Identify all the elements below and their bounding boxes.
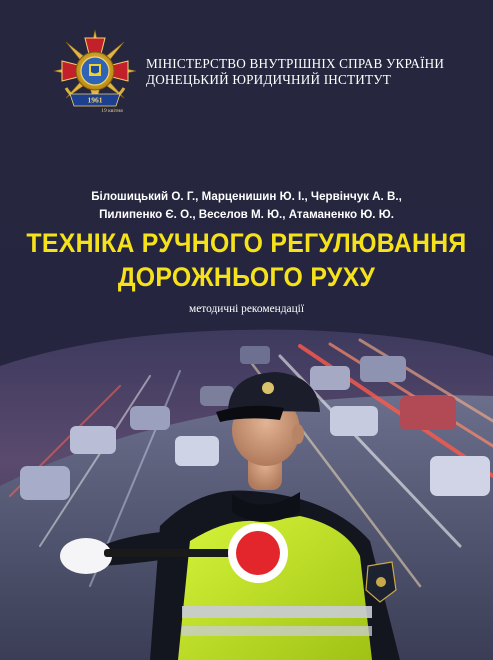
book-title-line-2: ДОРОЖНЬОГО РУХУ xyxy=(117,262,376,292)
emblem-date: 19 квітня xyxy=(101,108,123,114)
authors-block xyxy=(0,188,493,224)
cap-badge xyxy=(262,382,274,394)
ministry-name: МІНІСТЕРСТВО ВНУТРІШНІХ СПРАВ УКРАЇНИ xyxy=(146,56,445,71)
book-title-line-1: ТЕХНІКА РУЧНОГО РЕГУЛЮВАННЯ xyxy=(26,228,467,258)
white-glove xyxy=(60,538,112,574)
emblem-year: 1961 xyxy=(87,95,103,105)
institute-emblem xyxy=(52,28,138,114)
authors-line-2: Пилипенко Є. О., Веселов М. Ю., Атаманенко Ю. Ю. xyxy=(99,208,394,221)
traffic-baton-handle xyxy=(104,549,240,557)
cover-photo xyxy=(0,326,493,660)
publisher-block xyxy=(146,56,466,88)
book-title xyxy=(20,226,474,294)
institute-name: ДОНЕЦЬКИЙ ЮРИДИЧНИЙ ІНСТИТУТ xyxy=(146,72,392,87)
book-subtitle: методичні рекомендації xyxy=(188,303,304,315)
authors-line-1: Білошицький О. Г., Марценишин Ю. І., Червінчук А. В., xyxy=(91,190,402,203)
